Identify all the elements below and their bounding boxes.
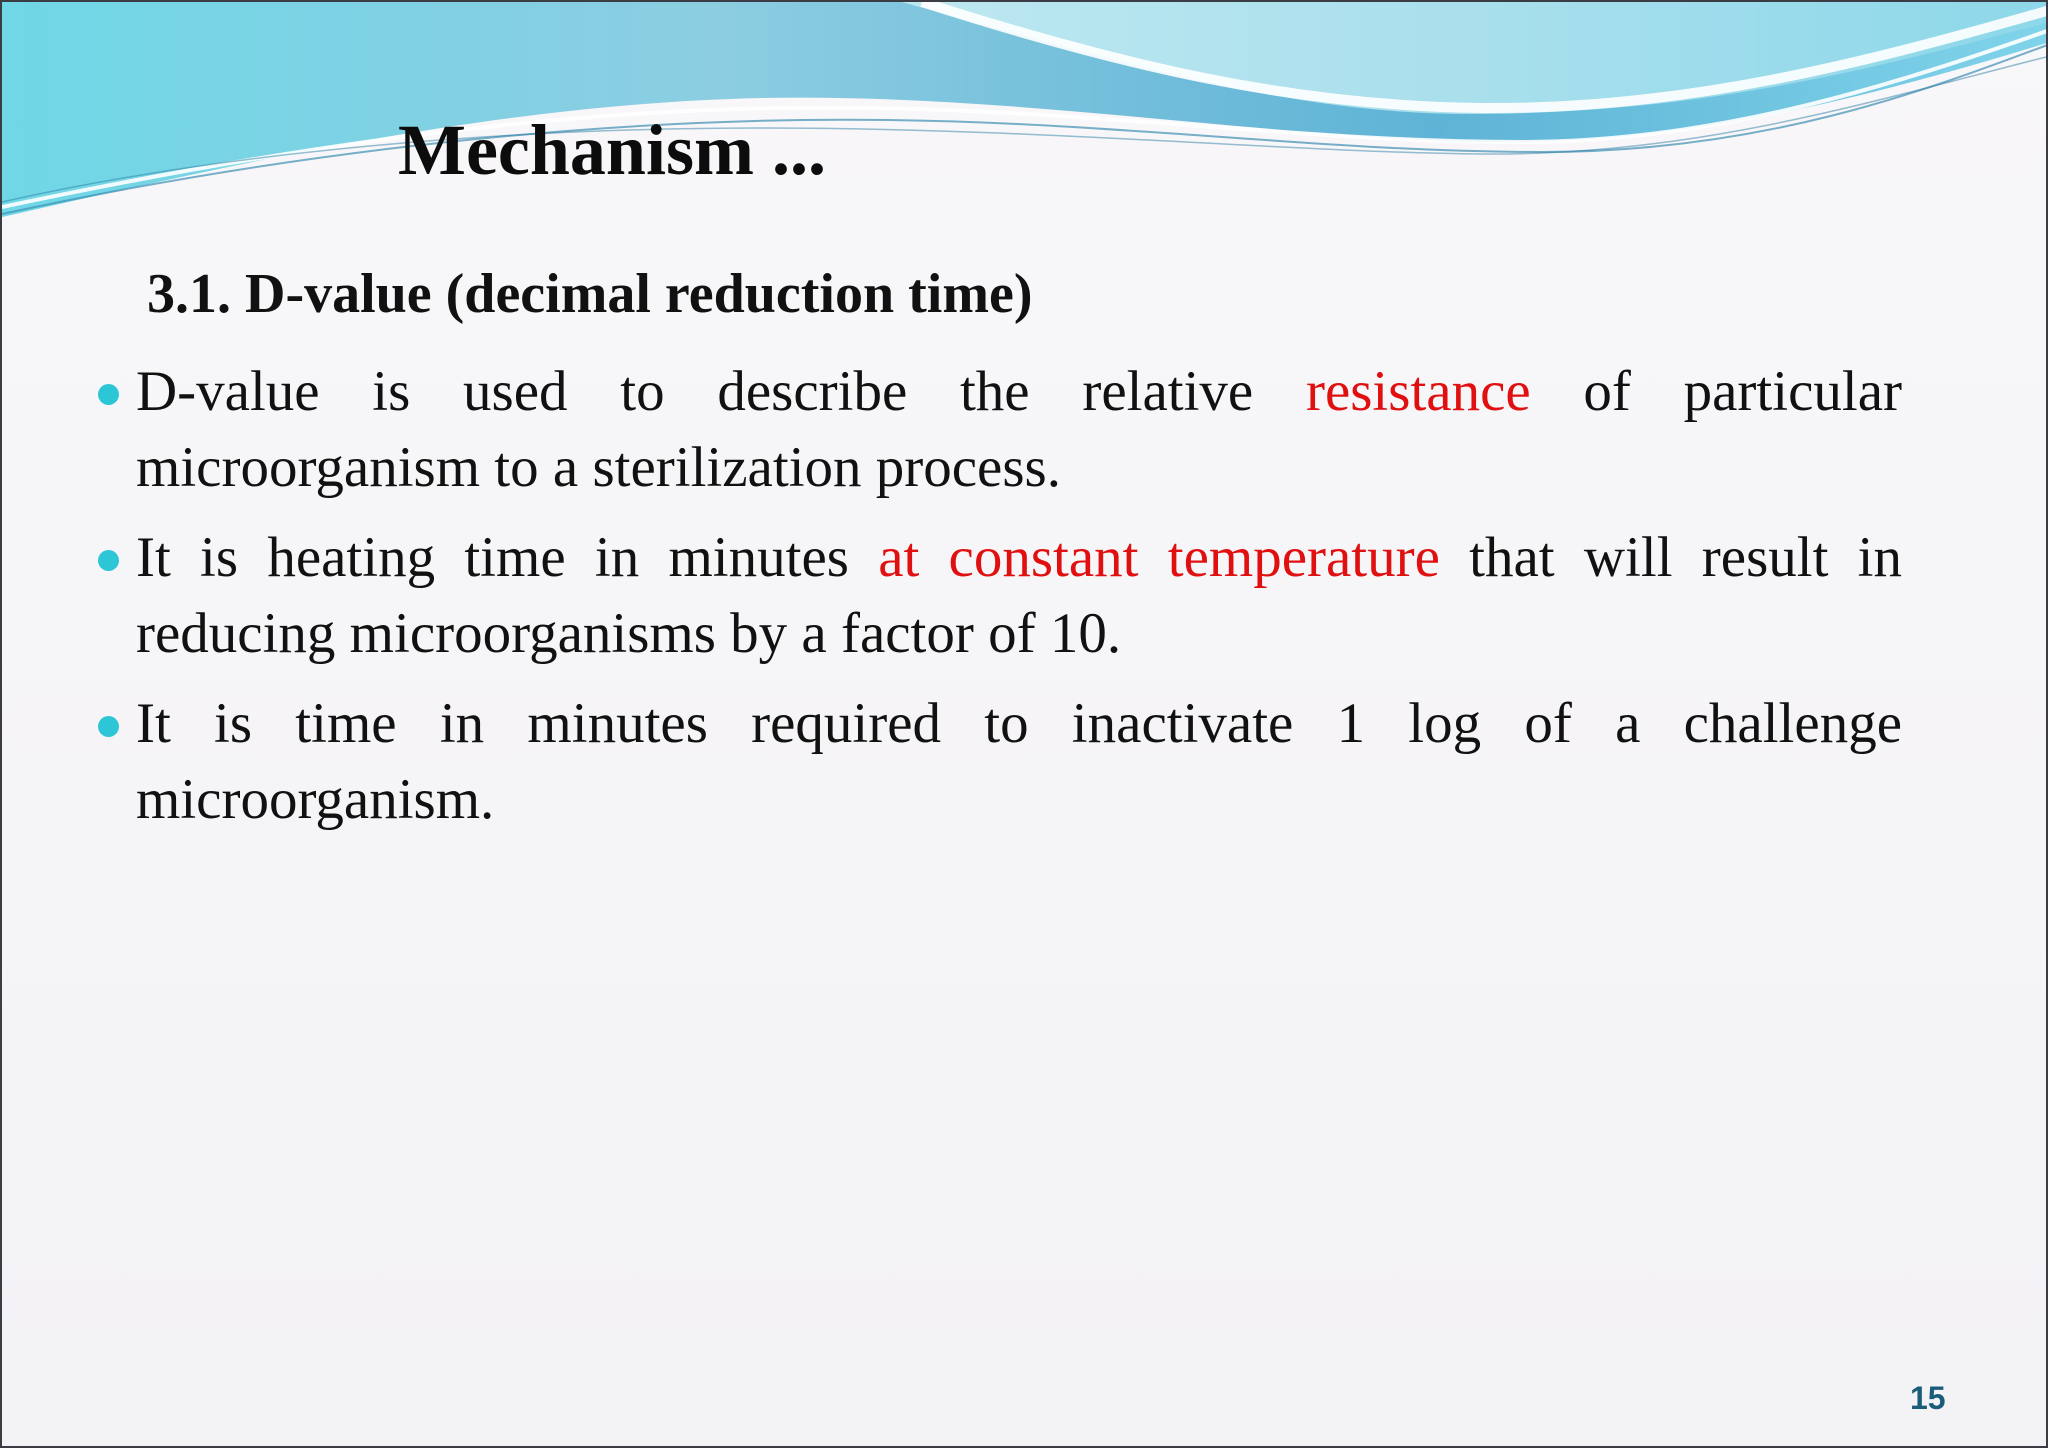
bullet-dot-icon — [98, 716, 119, 737]
section-heading: 3.1. D-value (decimal reduction time) — [147, 263, 1033, 325]
bullet-highlight: at constant temperature — [878, 526, 1440, 589]
bullet-text: D-value is used to describe the relative — [136, 360, 1306, 423]
bullet-list — [98, 354, 1902, 852]
bullet-text: It is heating time in minutes — [136, 526, 879, 589]
bullet-dot-icon — [98, 550, 119, 571]
bullet-text: It is time in minutes required to inactivate 1 log of a challenge microorganism. — [136, 692, 1902, 831]
bullet-item — [98, 520, 1902, 672]
bullet-item — [98, 686, 1902, 838]
bullet-text: of particular microorganism to a sterilization process. — [136, 360, 1903, 499]
bullet-item — [98, 354, 1902, 506]
slide-title: Mechanism ... — [398, 110, 826, 190]
wave-header-decoration — [2, 2, 2048, 232]
bullet-text: that will result in reducing microorganisms by a factor of 10. — [136, 526, 1903, 665]
page-number: 15 — [1910, 1380, 1946, 1416]
bullet-highlight: resistance — [1305, 360, 1531, 423]
bullet-dot-icon — [98, 384, 119, 405]
